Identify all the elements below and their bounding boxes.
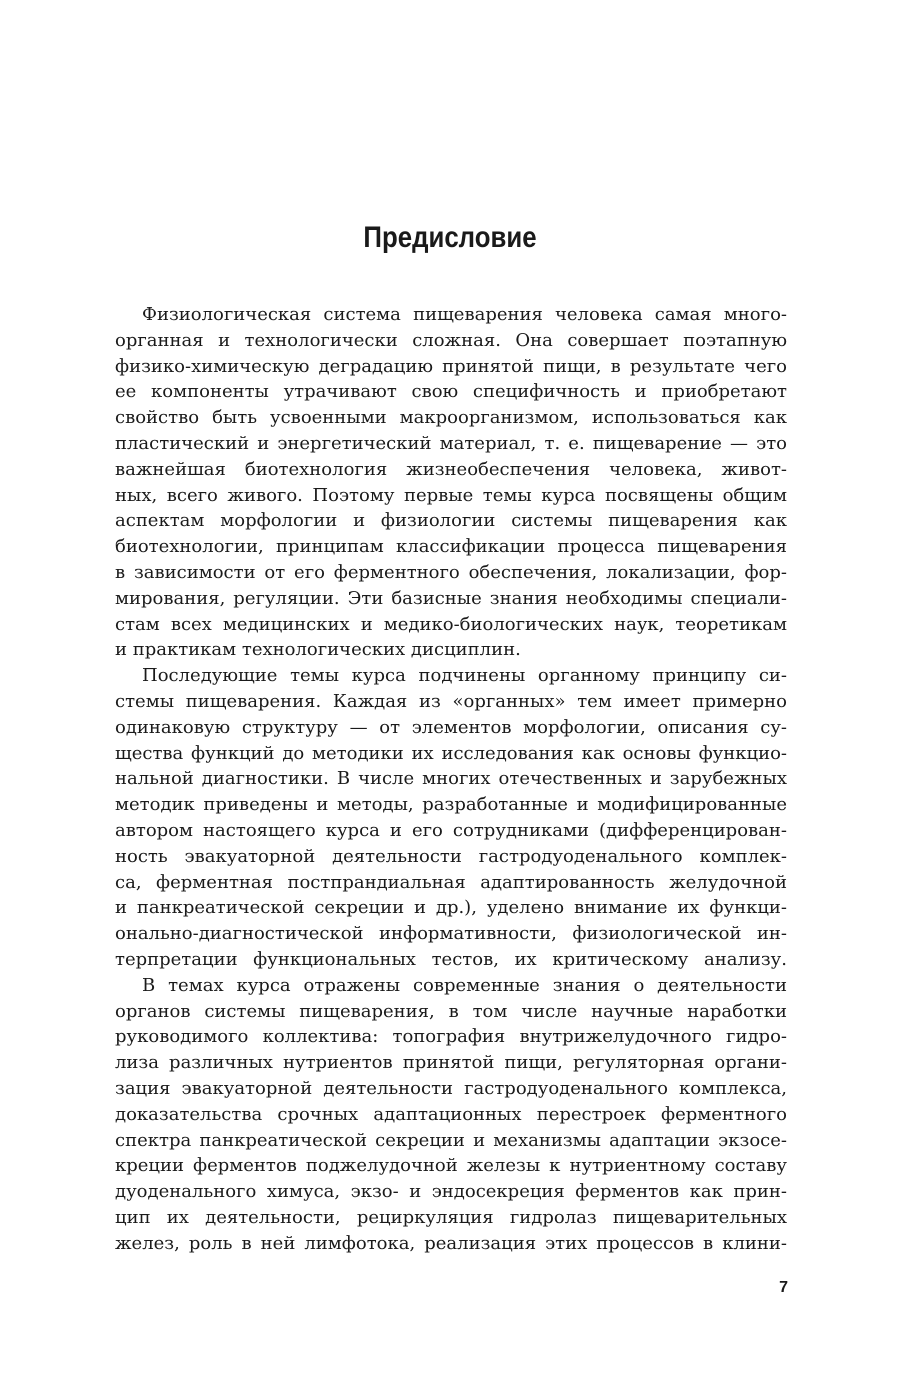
- paragraph-2: [115, 663, 787, 973]
- text-line: креции ферментов поджелудочной железы к нутриентному составу: [115, 1155, 787, 1177]
- text-line: мирования, регуляции. Эти базисные знания необходимы специали-: [115, 587, 787, 609]
- text-line: методик приведены и методы, разработанные и модифицированные: [115, 794, 787, 816]
- text-line: стемы пищеварения. Каждая из «органных» тем имеет примерно: [115, 690, 787, 712]
- text-line: ее компоненты утрачивают свою специфичность и приобретают: [115, 381, 787, 403]
- text-line: и практикам технологических дисциплин.: [115, 639, 521, 661]
- paragraph-3: [115, 973, 787, 1257]
- text-line: органная и технологически сложная. Она совершает поэтапную: [115, 329, 787, 351]
- text-line: терпретации функциональных тестов, их критическому анализу.: [115, 948, 787, 970]
- text-line: ных, всего живого. Поэтому первые темы курса посвящены общим: [115, 484, 787, 506]
- text-line: доказательства срочных адаптационных перестроек ферментного: [115, 1103, 787, 1125]
- text-line: одинаковую структуру — от элементов морфологии, описания су-: [115, 716, 787, 738]
- text-line: аспектам морфологии и физиологии системы пищеварения как: [115, 510, 787, 532]
- text-line: стам всех медицинских и медико-биологических наук, теоретикам: [115, 613, 787, 635]
- text-line: спектра панкреатической секреции и механизмы адаптации экзосе-: [115, 1129, 787, 1151]
- page-title: Предисловие: [363, 221, 537, 254]
- text-line: и панкреатической секреции и др.), уделено внимание их функци-: [115, 897, 787, 919]
- text-line: онально-диагностической информативности, физиологической ин-: [115, 923, 787, 945]
- page-number: 7: [779, 1279, 788, 1296]
- body-text: [115, 302, 787, 1256]
- text-line: физико-химическую деградацию принятой пищи, в результате чего: [115, 355, 787, 377]
- text-line: свойство быть усвоенными макроорганизмом, использоваться как: [115, 407, 787, 429]
- text-line: биотехнологии, принципам классификации процесса пищеварения: [115, 536, 787, 558]
- text-line: органов системы пищеварения, в том числе научные наработки: [115, 1000, 787, 1022]
- text-line: ность эвакуаторной деятельности гастродуоденального комплек-: [115, 845, 787, 867]
- text-line: зация эвакуаторной деятельности гастродуоденального комплекса,: [115, 1077, 787, 1099]
- paragraph-1: [115, 302, 787, 663]
- text-line: пластический и энергетический материал, т. е. пищеварение — это: [115, 432, 787, 454]
- text-line: щества функций до методики их исследования как основы функцио-: [115, 742, 787, 764]
- text-line: в зависимости от его ферментного обеспечения, локализации, фор-: [115, 561, 787, 583]
- text-line: Физиологическая система пищеварения человека самая много-: [142, 304, 787, 325]
- text-line: важнейшая биотехнология жизнеобеспечения человека, живот-: [115, 458, 787, 480]
- text-line: желез, роль в ней лимфотока, реализация этих процессов в клини-: [115, 1232, 787, 1254]
- text-line: автором настоящего курса и его сотрудниками (дифференцирован-: [115, 819, 787, 841]
- text-line: Последующие темы курса подчинены органному принципу си-: [142, 665, 787, 687]
- text-line: В темах курса отражены современные знания о деятельности: [142, 974, 787, 996]
- text-line: дуоденального химуса, экзо- и эндосекреция ферментов как прин-: [115, 1181, 787, 1203]
- text-line: руководимого коллектива: топография внутрижелудочного гидро-: [115, 1026, 787, 1048]
- text-line: са, ферментная постпрандиальная адаптированность желудочной: [115, 871, 787, 893]
- text-line: нальной диагностики. В числе многих отечественных и зарубежных: [115, 768, 787, 790]
- text-line: лиза различных нутриентов принятой пищи, регуляторная органи-: [115, 1052, 787, 1074]
- text-line: цип их деятельности, рециркуляция гидролаз пищеварительных: [115, 1206, 787, 1228]
